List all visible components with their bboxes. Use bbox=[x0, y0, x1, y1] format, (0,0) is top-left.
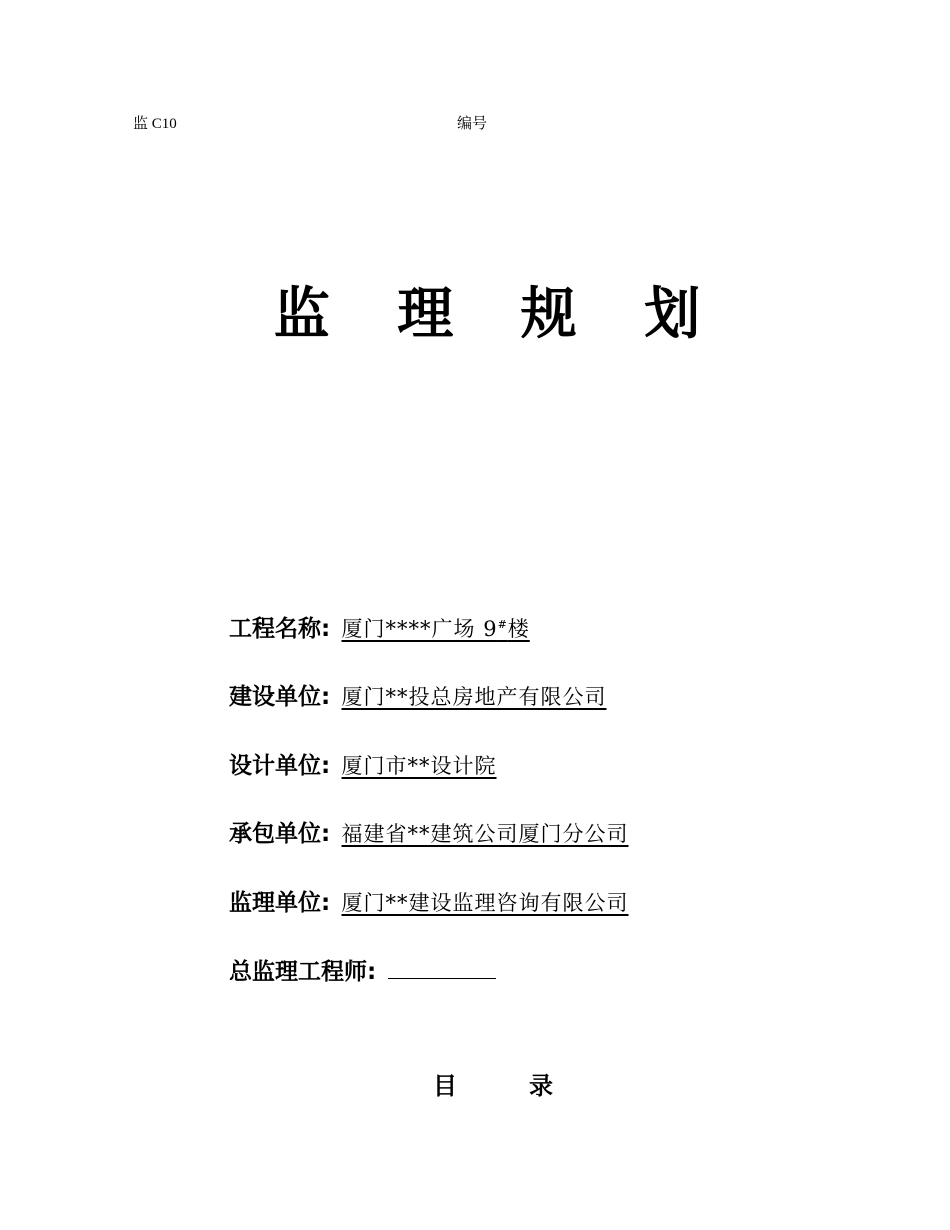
contractor-row bbox=[229, 815, 629, 848]
contractor-label: 承包单位: bbox=[229, 821, 331, 847]
chief-engineer-blank-line bbox=[388, 958, 496, 979]
supervisor-label: 监理单位: bbox=[229, 890, 331, 916]
supervisor-value: 厦门**建设监理咨询有限公司 bbox=[341, 891, 629, 915]
owner-row bbox=[229, 678, 607, 711]
form-code: 监 C10 bbox=[133, 116, 177, 132]
toc-heading-char1: 目 bbox=[433, 1072, 457, 1100]
project-name-label: 工程名称: bbox=[229, 616, 331, 642]
owner-value: 厦门**投总房地产有限公司 bbox=[341, 685, 607, 709]
project-name-value-tail: 楼 bbox=[507, 617, 530, 641]
toc-heading bbox=[433, 1066, 553, 1101]
contractor-value: 福建省**建筑公司厦门分公司 bbox=[341, 822, 629, 846]
project-name-value-main: 厦门****广场 9 bbox=[341, 617, 498, 641]
supervisor-row bbox=[229, 884, 629, 917]
designer-value: 厦门市**设计院 bbox=[341, 754, 497, 778]
project-name-row bbox=[229, 610, 530, 643]
number-label: 编号 bbox=[457, 116, 488, 132]
project-name-building-mark: # bbox=[497, 618, 508, 631]
chief-engineer-row bbox=[229, 953, 496, 986]
owner-label: 建设单位: bbox=[229, 684, 331, 710]
designer-row bbox=[229, 747, 497, 780]
toc-heading-char2: 录 bbox=[529, 1072, 553, 1100]
chief-engineer-label: 总监理工程师: bbox=[229, 959, 377, 985]
document-title: 监 理 规 划 bbox=[273, 282, 725, 347]
project-name-value bbox=[342, 617, 530, 641]
designer-label: 设计单位: bbox=[229, 753, 331, 779]
